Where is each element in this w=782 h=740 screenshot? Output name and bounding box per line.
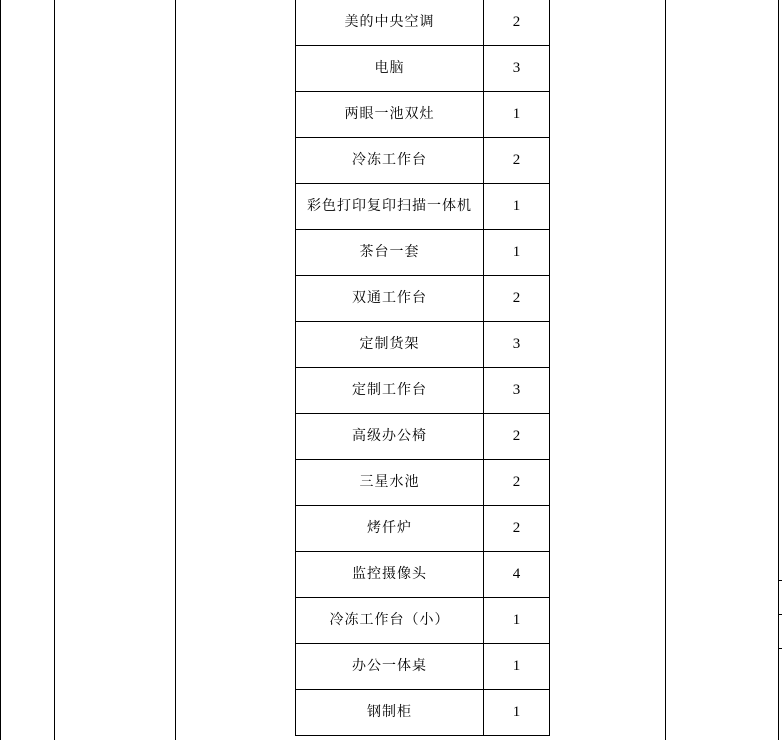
item-quantity-cell: 3 <box>484 46 550 91</box>
item-name-cell: 三星水池 <box>295 460 484 505</box>
table-row <box>295 0 550 46</box>
column-rule <box>0 0 1 740</box>
item-quantity-cell: 3 <box>484 322 550 367</box>
item-name-cell: 烤仟炉 <box>295 506 484 551</box>
item-quantity-cell: 1 <box>484 690 550 735</box>
item-name-cell: 钢制柜 <box>295 690 484 735</box>
item-quantity-cell: 3 <box>484 368 550 413</box>
item-name-cell: 电脑 <box>295 46 484 91</box>
table-row <box>295 690 550 736</box>
item-name-cell: 冷冻工作台（小） <box>295 598 484 643</box>
item-quantity-cell: 4 <box>484 552 550 597</box>
item-quantity-cell: 1 <box>484 184 550 229</box>
item-name-cell: 彩色打印复印扫描一体机 <box>295 184 484 229</box>
item-name-cell: 两眼一池双灶 <box>295 92 484 137</box>
table-row <box>295 460 550 506</box>
item-quantity-cell: 1 <box>484 230 550 275</box>
item-name-cell: 高级办公椅 <box>295 414 484 459</box>
table-row <box>295 230 550 276</box>
table-row <box>295 506 550 552</box>
table-row <box>295 368 550 414</box>
table-row <box>295 276 550 322</box>
table-row <box>295 552 550 598</box>
table-row <box>295 138 550 184</box>
item-quantity-cell: 2 <box>484 506 550 551</box>
item-quantity-cell: 1 <box>484 644 550 689</box>
item-quantity-cell: 2 <box>484 414 550 459</box>
item-quantity-cell: 1 <box>484 598 550 643</box>
item-name-cell: 美的中央空调 <box>295 0 484 45</box>
table-row <box>295 414 550 460</box>
table-row <box>295 322 550 368</box>
item-name-cell: 办公一体桌 <box>295 644 484 689</box>
item-name-cell: 定制货架 <box>295 322 484 367</box>
item-name-cell: 茶台一套 <box>295 230 484 275</box>
table-row <box>295 598 550 644</box>
item-name-cell: 冷冻工作台 <box>295 138 484 183</box>
item-quantity-cell: 2 <box>484 138 550 183</box>
item-quantity-cell: 2 <box>484 460 550 505</box>
item-name-cell: 双通工作台 <box>295 276 484 321</box>
column-rule <box>778 0 779 740</box>
table-row <box>295 184 550 230</box>
item-name-cell: 定制工作台 <box>295 368 484 413</box>
item-quantity-cell: 2 <box>484 276 550 321</box>
table-row <box>295 46 550 92</box>
column-rule <box>665 0 666 740</box>
column-rule <box>54 0 55 740</box>
column-rule <box>175 0 176 740</box>
table-row <box>295 92 550 138</box>
table-row <box>295 644 550 690</box>
item-quantity-cell: 1 <box>484 92 550 137</box>
item-name-cell: 监控摄像头 <box>295 552 484 597</box>
item-quantity-cell: 2 <box>484 0 550 45</box>
